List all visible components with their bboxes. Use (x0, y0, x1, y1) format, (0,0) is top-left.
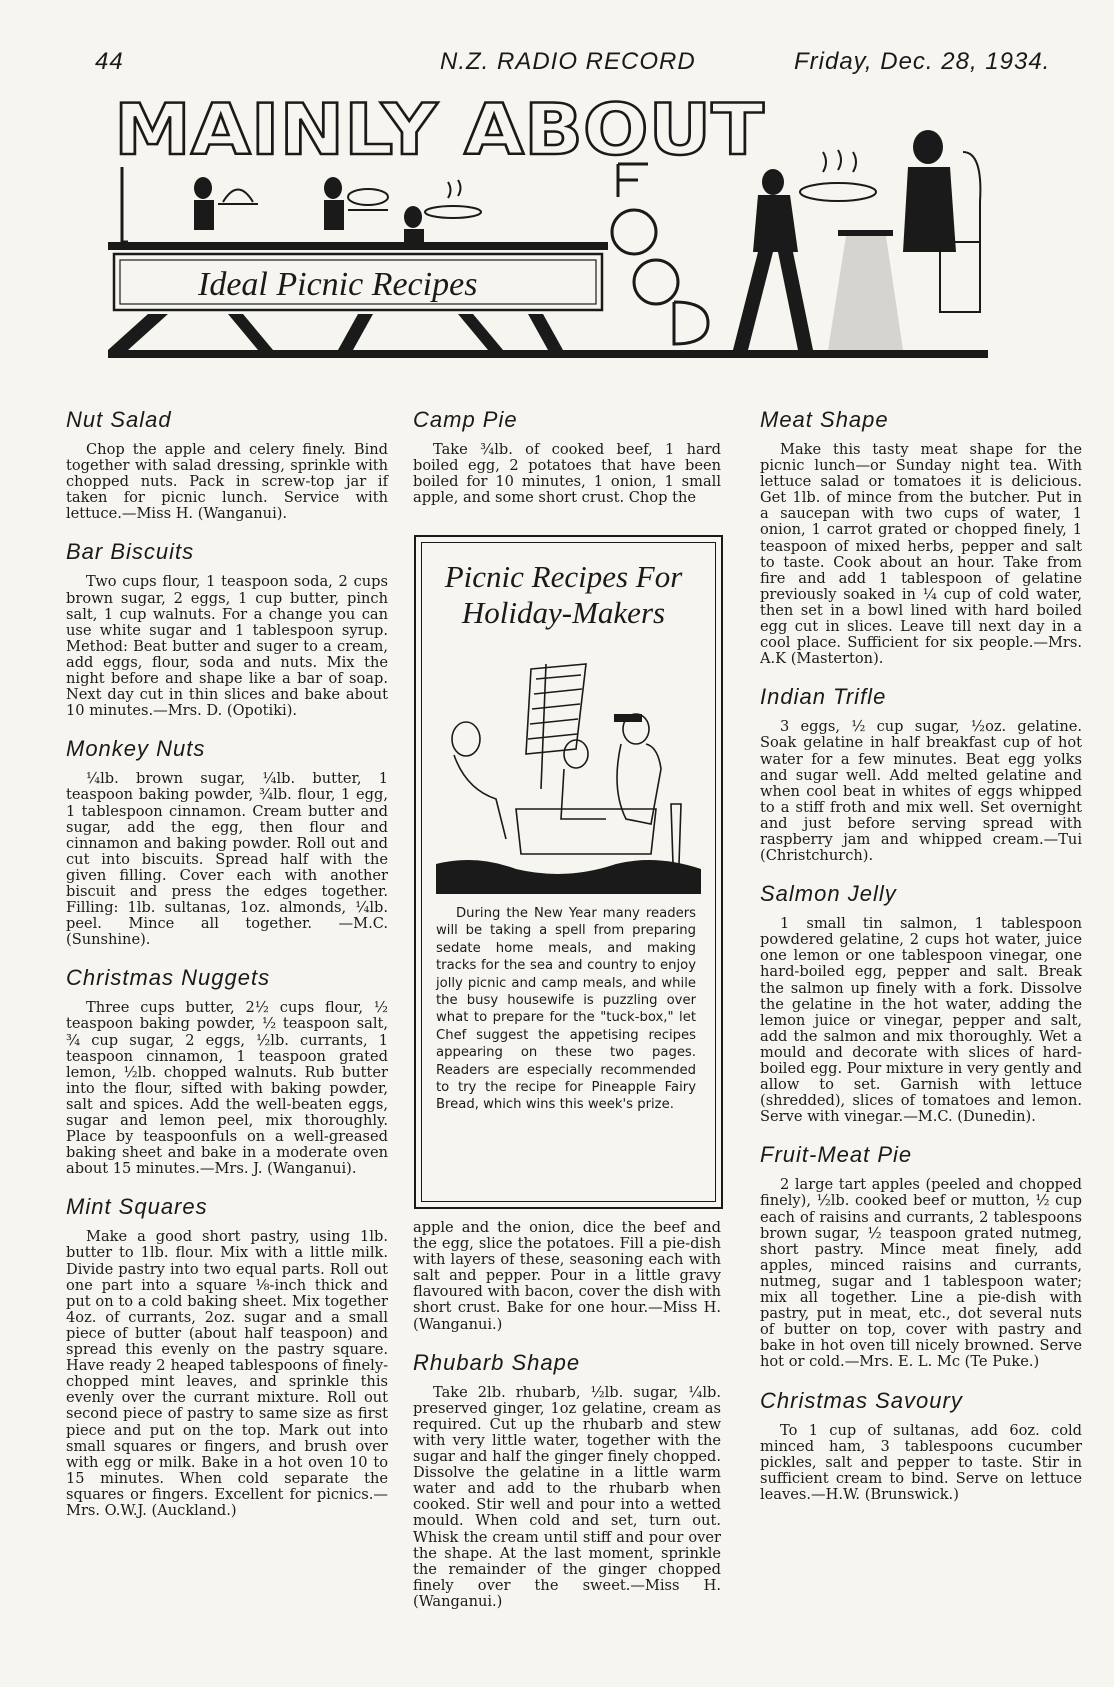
recipe-bar-biscuits (66, 540, 388, 719)
feature-box-text: During the New Year many readers will be taking a spell from preparing sedate home meals, and making tracks for the sea and country to enjoy jolly picnic and camp meals, and while the busy housewife is puzzling over what to prepare for the "tuck-box," let Chef suggest the appetising recipes appearing on these two pages. Readers are especially recommended to try the recipe for Pineapple Fairy Bread, which wins this week's prize. (436, 906, 696, 1113)
recipe-nut-salad (66, 408, 388, 522)
page-number: 44 (95, 48, 124, 75)
recipe-indian-trifle (760, 685, 1082, 864)
recipe-body: 3 eggs, ½ cup sugar, ½oz. gelatine. Soak gelatine in half breakfast cup of hot water for a few minutes. Beat egg yolks and sugar well. Add melted gelatine and when cool beat in whites of eggs whipped to a stiff froth and mix well. Set overnight and just before serving spread with raspberry jam and whipped cream.—Tui (Christchurch). (760, 718, 1082, 865)
recipe-christmas-nuggets (66, 966, 388, 1177)
banner-illustration (108, 92, 1058, 392)
recipe-body: apple and the onion, dice the beef and the egg, slice the potatoes. Fill a pie-dish with layers of these, seasoning each with salt and pepper. Pour in a little gravy flavoured with bacon, cover the dish with short crust. Bake for one hour.—Miss H. (Wanganui.) (413, 1219, 721, 1333)
recipe-title: Bar Biscuits (66, 539, 195, 565)
column-right (760, 408, 1082, 1521)
column-left (66, 408, 388, 1537)
recipe-title: Christmas Nuggets (66, 965, 271, 991)
recipe-camp-pie-continued (413, 1220, 721, 1333)
recipe-body: Three cups butter, 2½ cups flour, ½ teaspoon baking powder, ½ teaspoon salt, ¾ cup sugar, 2 eggs, ½lb. currants, 1 teaspoon cinnamon, 1 teaspoon grated lemon, ½lb. chopped walnuts. Rub butter into the flour, sifted with baking powder, salt and spices. Add the well-beaten eggs, sugar and lemon peel, mix thoroughly. Place by teaspoonfuls on a well-greased baking sheet and bake in a moderate oven about 15 minutes.—Mrs. J. (Wanganui). (66, 999, 388, 1178)
recipe-title: Fruit-Meat Pie (760, 1142, 913, 1168)
recipe-body: 2 large tart apples (peeled and chopped finely), ½lb. cooked beef or mutton, ½ cup each of raisins and currants, 2 tablespoons brown sugar, ½ teaspoon grated nutmeg, short pastry. Mince meat finely, add apples, minced raisins and currants, nutmeg, sugar and 1 tablespoon water; mix all together. Line a pie-dish with pastry, put in meat, etc., dot several nuts of butter on top, cover with pastry and bake in hot oven till nicely browned. Serve hot or cold.—Mrs. E. L. Mc (Te Puke.) (760, 1176, 1082, 1371)
feature-box (414, 535, 723, 1209)
recipe-salmon-jelly (760, 882, 1082, 1125)
recipe-body: Two cups flour, 1 teaspoon soda, 2 cups brown sugar, 2 eggs, 1 cup butter, pinch salt, 1 cup walnuts. For a change you can use white sugar and 1 tablespoon syrup. Method: Beat butter and suger to a cream, add eggs, flour, soda and nuts. Mix the night before and shape like a bar of soap. Next day cut in thin slices and bake about 10 minutes.—Mrs. D. (Opotiki). (66, 573, 388, 720)
banner-title-top: MAINLY ABOUT (114, 92, 765, 171)
recipe-title: Nut Salad (66, 407, 172, 432)
recipe-body: Take 2lb. rhubarb, ½lb. sugar, ¼lb. preserved ginger, 1oz gelatine, cream as required. Cut up the rhubarb and stew with very little water, together with the sugar and half the ginger finely chopped. Dissolve the gelatine in a little warm water and add to the rhubarb when cooked. Stir well and pour into a wetted mould. When cold and set, turn out. Whisk the cream until stiff and pour over the shape. At the last moment, sprinkle the remainder of the ginger chopped finely over the sweet.—Miss H. (Wanganui.) (413, 1383, 721, 1610)
picnic-illustration (436, 659, 701, 894)
recipe-meat-shape (760, 408, 1082, 667)
recipe-camp-pie (413, 408, 721, 506)
recipe-body: Make this tasty meat shape for the picnic lunch—or Sunday night tea. With lettuce salad or tomatoes it is delicious. Get 1lb. of mince from the butcher. Put in a saucepan with two cups of water, 1 onion, 1 carrot grated or chopped finely, 1 teaspoon of mixed herbs, pepper and salt to taste. Cook about an hour. Take from fire and add 1 tablespoon of gelatine previously soaked in ¼ cup of cold water, then set in a bowl lined with hard boiled egg cut in slices. Leave till next day in a cool place. Sufficient for six people.—Mrs. A.K (Masterton). (760, 441, 1082, 668)
recipe-title: Mint Squares (66, 1194, 208, 1220)
recipe-body: 1 small tin salmon, 1 tablespoon powdered gelatine, 2 cups hot water, juice one lemon or one tablespoon vinegar, one hard-boiled egg, pepper and salt. Break the salmon up finely with a fork. Dissolve the gelatine in the hot water, adding the lemon juice or vinegar, pepper and salt, add the salmon and mix thoroughly. Wet a mould and decorate with slices of hard-boiled egg. Pour mixture in very gently and allow to set. Garnish with lettuce (shredded), slices of tomatoes and lemon. Serve with vinegar.—M.C. (Dunedin). (760, 915, 1082, 1126)
recipe-monkey-nuts (66, 737, 388, 948)
recipe-title: Indian Trifle (760, 684, 887, 710)
recipe-body: Chop the apple and celery finely. Bind together with salad dressing, sprinkle with chopped nuts. Pack in screw-top jar if taken for picnic lunch. Service with lettuce.—Miss H. (Wanganui). (66, 441, 388, 523)
column-middle-top (413, 408, 721, 524)
recipe-fruit-meat-pie (760, 1143, 1082, 1370)
recipe-body: To 1 cup of sultanas, add 6oz. cold minced ham, 3 tablespoons cucumber pickles, salt and pepper to taste. Stir in sufficient cream to bind. Serve on lettuce leaves.—H.W. (Brunswick.) (760, 1421, 1082, 1503)
publication-title: N.Z. RADIO RECORD (440, 48, 696, 75)
recipe-christmas-savoury (760, 1389, 1082, 1503)
recipe-rhubarb-shape (413, 1351, 721, 1610)
feature-box-title: Picnic Recipes For Holiday-Makers (444, 559, 683, 630)
recipe-body: ¼lb. brown sugar, ¼lb. butter, 1 teaspoon baking powder, ¾lb. flour, 1 egg, 1 tablespoon cinnamon. Cream butter and sugar, add the egg, then flour and cinnamon and baking powder. Roll out and cut into biscuits. Spread half with the given filling. Cover each with another biscuit and press the edges together. Filling: 1lb. sultanas, 1oz. almonds, ¼lb. peel. Mince all together. —M.C. (Sunshine). (66, 770, 388, 949)
recipe-mint-squares (66, 1195, 388, 1519)
banner-subtitle: Ideal Picnic Recipes (198, 266, 478, 303)
recipe-title: Rhubarb Shape (413, 1349, 581, 1375)
recipe-title: Meat Shape (760, 407, 889, 432)
recipe-body: Take ¾lb. of cooked beef, 1 hard boiled egg, 2 potatoes that have been boiled for 10 minutes, 1 onion, 1 small apple, and some short crust. Chop the (413, 441, 721, 507)
recipe-body: Make a good short pastry, using 1lb. butter to 1lb. flour. Mix with a little milk. Divide pastry into two equal parts. Roll out one part into a square ⅛-inch thick and put on to a cold baking sheet. Mix together 4oz. of currants, 2oz. sugar and a small piece of butter (about half teaspoon) and spread this evenly on the pastry square. Have ready 2 heaped tablespoons of finely-chopped mint leaves, and sprinkle this evenly over the currant mixture. Roll out second piece of pastry to same size as first piece and put on the top. Mark out into small squares or fingers, and brush over with egg or milk. Bake in a hot oven 10 to 15 minutes. When cold separate the squares or fingers. Excellent for picnics.—Mrs. O.W.J. (Auckland.) (66, 1228, 388, 1519)
recipe-title: Salmon Jelly (760, 881, 897, 907)
column-middle-bottom (413, 1220, 721, 1628)
recipe-title: Christmas Savoury (760, 1387, 963, 1413)
recipe-title: Camp Pie (413, 407, 518, 432)
issue-date: Friday, Dec. 28, 1934. (794, 48, 1051, 75)
recipe-title: Monkey Nuts (66, 736, 206, 762)
